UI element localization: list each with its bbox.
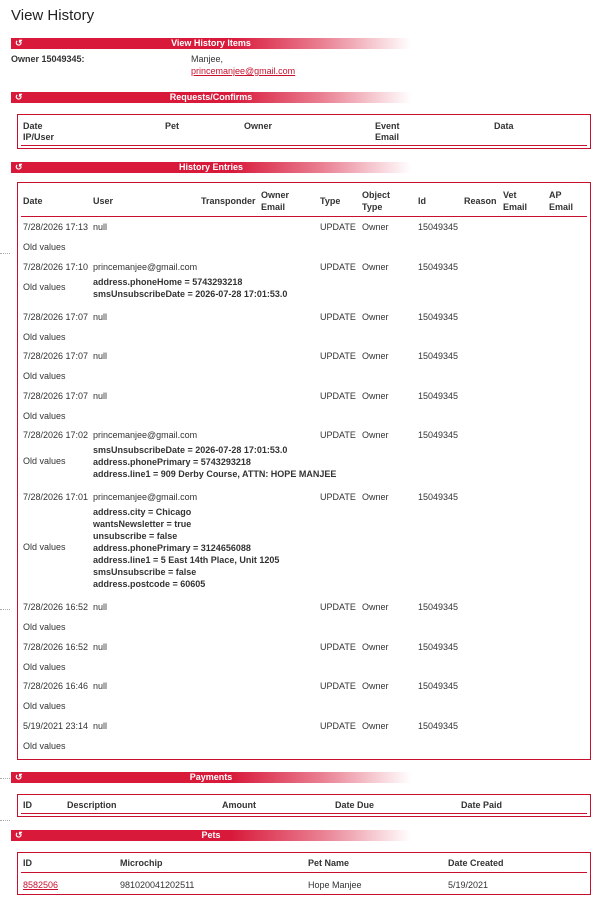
entry-id: 15049345 bbox=[418, 261, 459, 272]
history-table bbox=[17, 182, 591, 760]
divider bbox=[0, 820, 10, 821]
entry-id: 15049345 bbox=[418, 641, 459, 652]
change-line: smsUnsubscribe = false bbox=[93, 567, 197, 577]
col-id: ID bbox=[23, 858, 32, 868]
col-id: ID bbox=[23, 800, 32, 810]
header-rule bbox=[21, 813, 587, 814]
entry-date: 7/28/2026 17:13 bbox=[23, 222, 89, 232]
entry-object-type: Owner bbox=[362, 430, 389, 440]
col-transponder: Transponder bbox=[201, 196, 256, 206]
entry-user: null bbox=[93, 351, 108, 361]
refresh-icon[interactable]: ↺ bbox=[15, 772, 23, 782]
entry-id: 15049345 bbox=[418, 222, 459, 232]
col-amount: Amount bbox=[222, 800, 256, 810]
requests-table bbox=[17, 114, 591, 149]
refresh-icon[interactable]: ↺ bbox=[15, 92, 23, 102]
entry-user: null bbox=[93, 641, 108, 652]
old-values-label: Old values bbox=[23, 456, 66, 466]
entry-object-type: Owner bbox=[362, 641, 389, 652]
change-line: address.line1 = 909 Derby Course, ATTN: HOPE MANJEE bbox=[93, 469, 337, 479]
entry-date: 7/28/2026 17:10 bbox=[23, 261, 89, 272]
entry-object-type: Owner bbox=[362, 681, 389, 691]
entry-date: 7/28/2026 16:52 bbox=[23, 641, 89, 652]
entry-date: 7/28/2026 17:07 bbox=[23, 311, 89, 322]
pet-id-link[interactable]: 8582506 bbox=[23, 880, 59, 890]
entry-type: UPDATE bbox=[320, 430, 356, 440]
section-bar-pets[interactable] bbox=[11, 830, 411, 841]
col-description: Description bbox=[67, 800, 117, 810]
section-title: Pets bbox=[201, 830, 221, 840]
entry-id: 15049345 bbox=[418, 602, 459, 612]
col-object-type: Object bbox=[362, 190, 391, 200]
change-line: address.line1 = 5 East 14th Place, Unit 1205 bbox=[93, 555, 280, 565]
section-bar-history-entries[interactable] bbox=[11, 162, 411, 173]
pet-name: Hope Manjee bbox=[308, 880, 362, 890]
payments-table bbox=[17, 794, 591, 817]
owner-label: Owner 15049345: bbox=[11, 54, 85, 64]
entry-user: null bbox=[93, 222, 108, 232]
entry-date: 7/28/2026 17:07 bbox=[23, 351, 89, 361]
entry-object-type: Owner bbox=[362, 720, 389, 731]
section-bar-requests-confirms[interactable] bbox=[11, 92, 411, 103]
entry-user: null bbox=[93, 602, 108, 612]
entry-object-type: Owner bbox=[362, 261, 389, 272]
col-id: Id bbox=[418, 196, 426, 206]
entry-type: UPDATE bbox=[320, 602, 356, 612]
section-title: View History Items bbox=[171, 38, 251, 48]
header-rule bbox=[21, 145, 587, 146]
change-line: wantsNewsletter = true bbox=[93, 519, 192, 529]
pets-table bbox=[17, 852, 591, 895]
col-date-paid: Date Paid bbox=[461, 800, 503, 810]
col-email: Email bbox=[375, 132, 400, 142]
entry-date: 7/28/2026 17:01 bbox=[23, 492, 89, 502]
old-values-label: Old values bbox=[23, 410, 66, 421]
col-reason: Reason bbox=[464, 196, 497, 206]
old-values-label: Old values bbox=[23, 701, 66, 711]
col-ap-email-2: Email bbox=[549, 202, 574, 212]
divider bbox=[0, 778, 10, 779]
change-line: address.phonePrimary = 3124656088 bbox=[93, 543, 251, 553]
entry-user: princemanjee@gmail.com bbox=[93, 492, 198, 502]
section-bar-payments[interactable] bbox=[11, 772, 411, 783]
col-vet-email: Vet bbox=[503, 190, 517, 200]
old-values-label: Old values bbox=[23, 331, 66, 342]
entry-date: 7/28/2026 16:46 bbox=[23, 681, 89, 691]
change-line: address.phoneHome = 5743293218 bbox=[93, 276, 243, 287]
old-values-label: Old values bbox=[23, 542, 66, 552]
entry-date: 5/19/2021 23:14 bbox=[23, 720, 89, 731]
entry-object-type: Owner bbox=[362, 492, 389, 502]
old-values-label: Old values bbox=[23, 371, 66, 381]
entry-user: princemanjee@gmail.com bbox=[93, 430, 198, 440]
pet-microchip: 981020041202511 bbox=[120, 880, 195, 890]
old-values-label: Old values bbox=[23, 622, 66, 632]
divider bbox=[0, 609, 10, 610]
col-pet: Pet bbox=[165, 121, 180, 131]
entry-id: 15049345 bbox=[418, 430, 459, 440]
entry-type: UPDATE bbox=[320, 222, 356, 232]
old-values-label: Old values bbox=[23, 281, 66, 292]
refresh-icon[interactable]: ↺ bbox=[15, 830, 23, 840]
entry-date: 7/28/2026 16:52 bbox=[23, 602, 89, 612]
entry-id: 15049345 bbox=[418, 311, 459, 322]
refresh-icon[interactable]: ↺ bbox=[15, 38, 23, 48]
col-date: Date bbox=[23, 196, 43, 206]
col-date-created: Date Created bbox=[448, 858, 504, 868]
header-rule bbox=[21, 216, 587, 217]
col-type: Type bbox=[320, 196, 341, 206]
page-title: View History bbox=[11, 7, 95, 24]
entry-object-type: Owner bbox=[362, 602, 389, 612]
col-owner-email: Owner bbox=[261, 190, 290, 200]
col-vet-email-2: Email bbox=[503, 202, 528, 212]
col-data: Data bbox=[494, 121, 514, 131]
col-user: User bbox=[93, 196, 114, 206]
change-line: smsUnsubscribeDate = 2026-07-28 17:01:53.0 bbox=[93, 288, 288, 299]
section-title: History Entries bbox=[178, 162, 244, 172]
entry-id: 15049345 bbox=[418, 720, 459, 731]
entry-type: UPDATE bbox=[320, 681, 356, 691]
entry-type: UPDATE bbox=[320, 351, 356, 361]
old-values-label: Old values bbox=[23, 661, 66, 672]
entry-type: UPDATE bbox=[320, 261, 356, 272]
entry-type: UPDATE bbox=[320, 311, 356, 322]
refresh-icon[interactable]: ↺ bbox=[15, 162, 23, 172]
entry-date: 7/28/2026 17:02 bbox=[23, 430, 89, 440]
entry-id: 15049345 bbox=[418, 390, 459, 401]
col-microchip: Microchip bbox=[120, 858, 163, 868]
entry-type: UPDATE bbox=[320, 492, 356, 502]
entry-object-type: Owner bbox=[362, 390, 389, 401]
section-bar-view-history-items[interactable] bbox=[11, 38, 411, 49]
entry-user: null bbox=[93, 390, 108, 401]
change-line: address.phonePrimary = 5743293218 bbox=[93, 457, 251, 467]
entry-user: null bbox=[93, 311, 108, 322]
col-event: Event bbox=[375, 121, 400, 131]
entry-object-type: Owner bbox=[362, 351, 389, 361]
col-object-type-2: Type bbox=[362, 202, 383, 212]
entry-user: null bbox=[93, 720, 108, 731]
entry-date: 7/28/2026 17:07 bbox=[23, 390, 89, 401]
change-line: address.city = Chicago bbox=[93, 507, 192, 517]
change-line: address.postcode = 60605 bbox=[93, 579, 206, 589]
header-rule bbox=[21, 872, 587, 873]
entry-id: 15049345 bbox=[418, 351, 459, 361]
section-title: Payments bbox=[189, 772, 233, 782]
old-values-label: Old values bbox=[23, 242, 66, 252]
entry-id: 15049345 bbox=[418, 681, 459, 691]
col-date-due: Date Due bbox=[335, 800, 375, 810]
col-owner: Owner bbox=[244, 121, 273, 131]
entry-type: UPDATE bbox=[320, 390, 356, 401]
old-values-label: Old values bbox=[23, 740, 66, 751]
section-title: Requests/Confirms bbox=[169, 92, 253, 102]
col-ap-email: AP bbox=[549, 190, 562, 200]
change-line: unsubscribe = false bbox=[93, 531, 178, 541]
owner-name: Manjee, bbox=[191, 54, 224, 64]
col-ip-user: IP/User bbox=[23, 132, 55, 142]
entry-object-type: Owner bbox=[362, 311, 389, 322]
entry-type: UPDATE bbox=[320, 720, 356, 731]
entry-user: princemanjee@gmail.com bbox=[93, 261, 198, 272]
col-pet-name: Pet Name bbox=[308, 858, 350, 868]
owner-email-link[interactable]: princemanjee@gmail.com bbox=[191, 66, 296, 76]
pet-date-created: 5/19/2021 bbox=[448, 880, 489, 890]
entry-object-type: Owner bbox=[362, 222, 389, 232]
entry-id: 15049345 bbox=[418, 492, 459, 502]
entry-user: null bbox=[93, 681, 108, 691]
col-date: Date bbox=[23, 121, 43, 131]
change-line: smsUnsubscribeDate = 2026-07-28 17:01:53.0 bbox=[93, 445, 288, 455]
col-owner-email-2: Email bbox=[261, 202, 286, 212]
divider bbox=[0, 253, 10, 254]
entry-type: UPDATE bbox=[320, 641, 356, 652]
